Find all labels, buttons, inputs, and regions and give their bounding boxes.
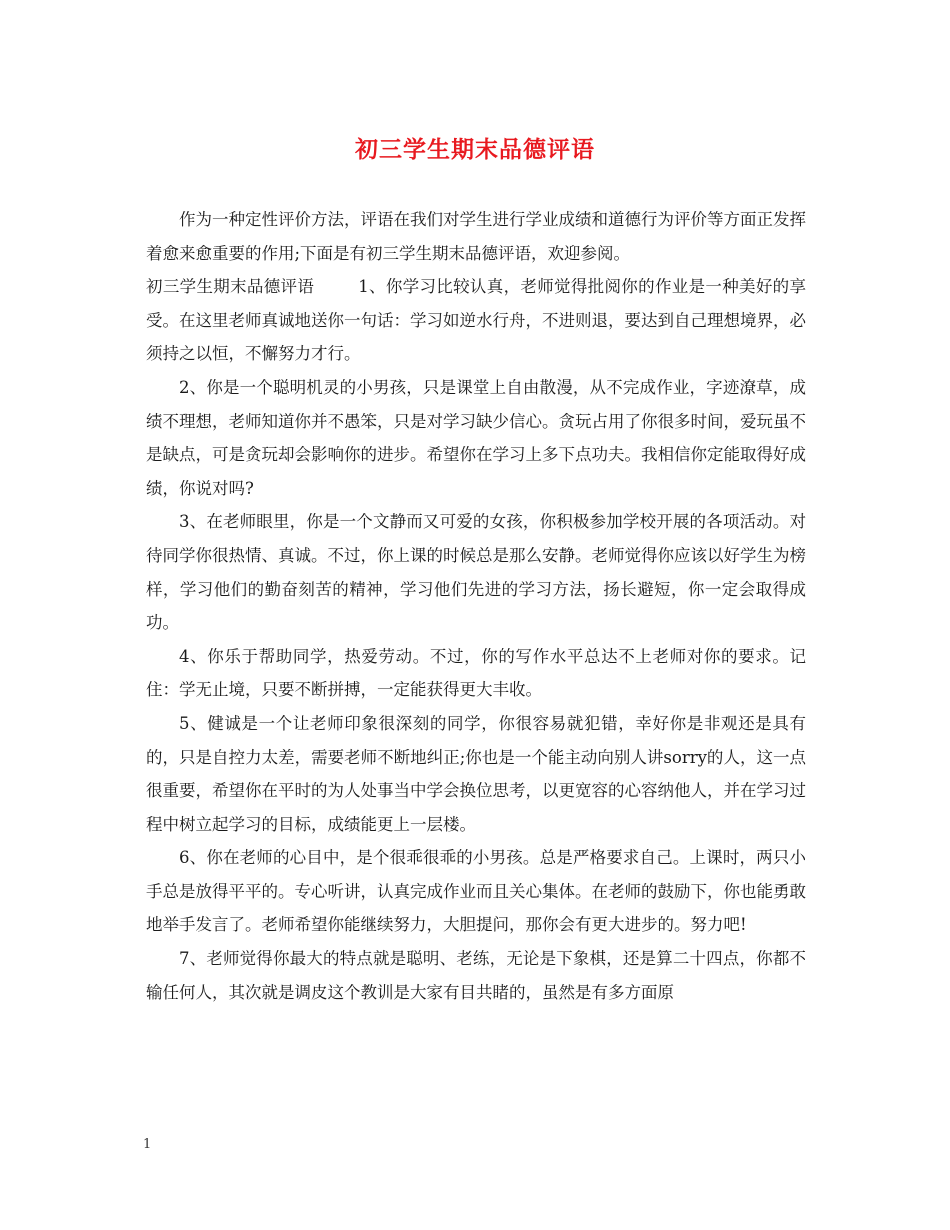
intro-paragraph: 作为一种定性评价方法，评语在我们对学生进行学业成绩和道德行为评价等方面正发挥着愈来愈重要的作用;下面是有初三学生期末品德评语，欢迎参阅。 bbox=[146, 210, 806, 263]
comment-paragraph-4: 4、你乐于帮助同学，热爱劳动。不过，你的写作水平总达不上老师对你的要求。记住：学无止境，只要不断拼搏，一定能获得更大丰收。 bbox=[146, 646, 806, 700]
comment-paragraph-3: 3、在老师眼里，你是一个文静而又可爱的女孩，你积极参加学校开展的各项活动。对待同学你很热情、真诚。不过，你上课的时候总是那么安静。老师觉得你应该以好学生为榜样，学习他们的勤奋刻苦的精神，学习他们先进的学习方法，扬长避短，你一定会取得成功。 bbox=[146, 512, 806, 633]
comment-1-text: 1、你学习比较认真，老师觉得批阅你的作业是一种美好的享受。在这里老师真诚地送你一句话：学习如逆水行舟，不进则退，要达到自己理想境界，必须持之以恒，不懈努力才行。 bbox=[146, 277, 807, 364]
comment-paragraph-1 bbox=[146, 270, 806, 371]
page-number: 1 bbox=[143, 1137, 152, 1152]
comment-paragraph-2: 2、你是一个聪明机灵的小男孩，只是课堂上自由散漫，从不完成作业，字迹潦草，成绩不理想，老师知道你并不愚笨，只是对学习缺少信心。贪玩占用了你很多时间，爱玩虽不是缺点，可是贪玩却会影响你的进步。希望你在学习上多下点功夫。我相信你定能取得好成绩，你说对吗? bbox=[146, 377, 806, 498]
section-label: 初三学生期末品德评语 bbox=[146, 277, 315, 297]
document-title: 初三学生期末品德评语 bbox=[355, 136, 595, 163]
comment-paragraph-7: 7、老师觉得你最大的特点就是聪明、老练，无论是下象棋，还是算二十四点，你都不输任何人，其次就是调皮这个教训是大家有目共睹的，虽然是有多方面原 bbox=[146, 949, 806, 1002]
comment-paragraph-5: 5、健诚是一个让老师印象很深刻的同学，你很容易就犯错，幸好你是非观还是具有的，只是自控力太差，需要老师不断地纠正;你也是一个能主动向别人讲sorry的人，这一点很重要，希望你在平时的为人处事当中学会换位思考，以更宽容的心容纳他人，并在学习过程中树立起学习的目标，成绩能更上一层楼。 bbox=[146, 713, 806, 834]
document-body bbox=[146, 203, 806, 1009]
comment-paragraph-6: 6、你在老师的心目中，是个很乖很乖的小男孩。总是严格要求自己。上课时，两只小手总是放得平平的。专心听讲，认真完成作业而且关心集体。在老师的鼓励下，你也能勇敢地举手发言了。老师希望你能继续努力，大胆提问，那你会有更大进步的。努力吧! bbox=[146, 848, 806, 935]
